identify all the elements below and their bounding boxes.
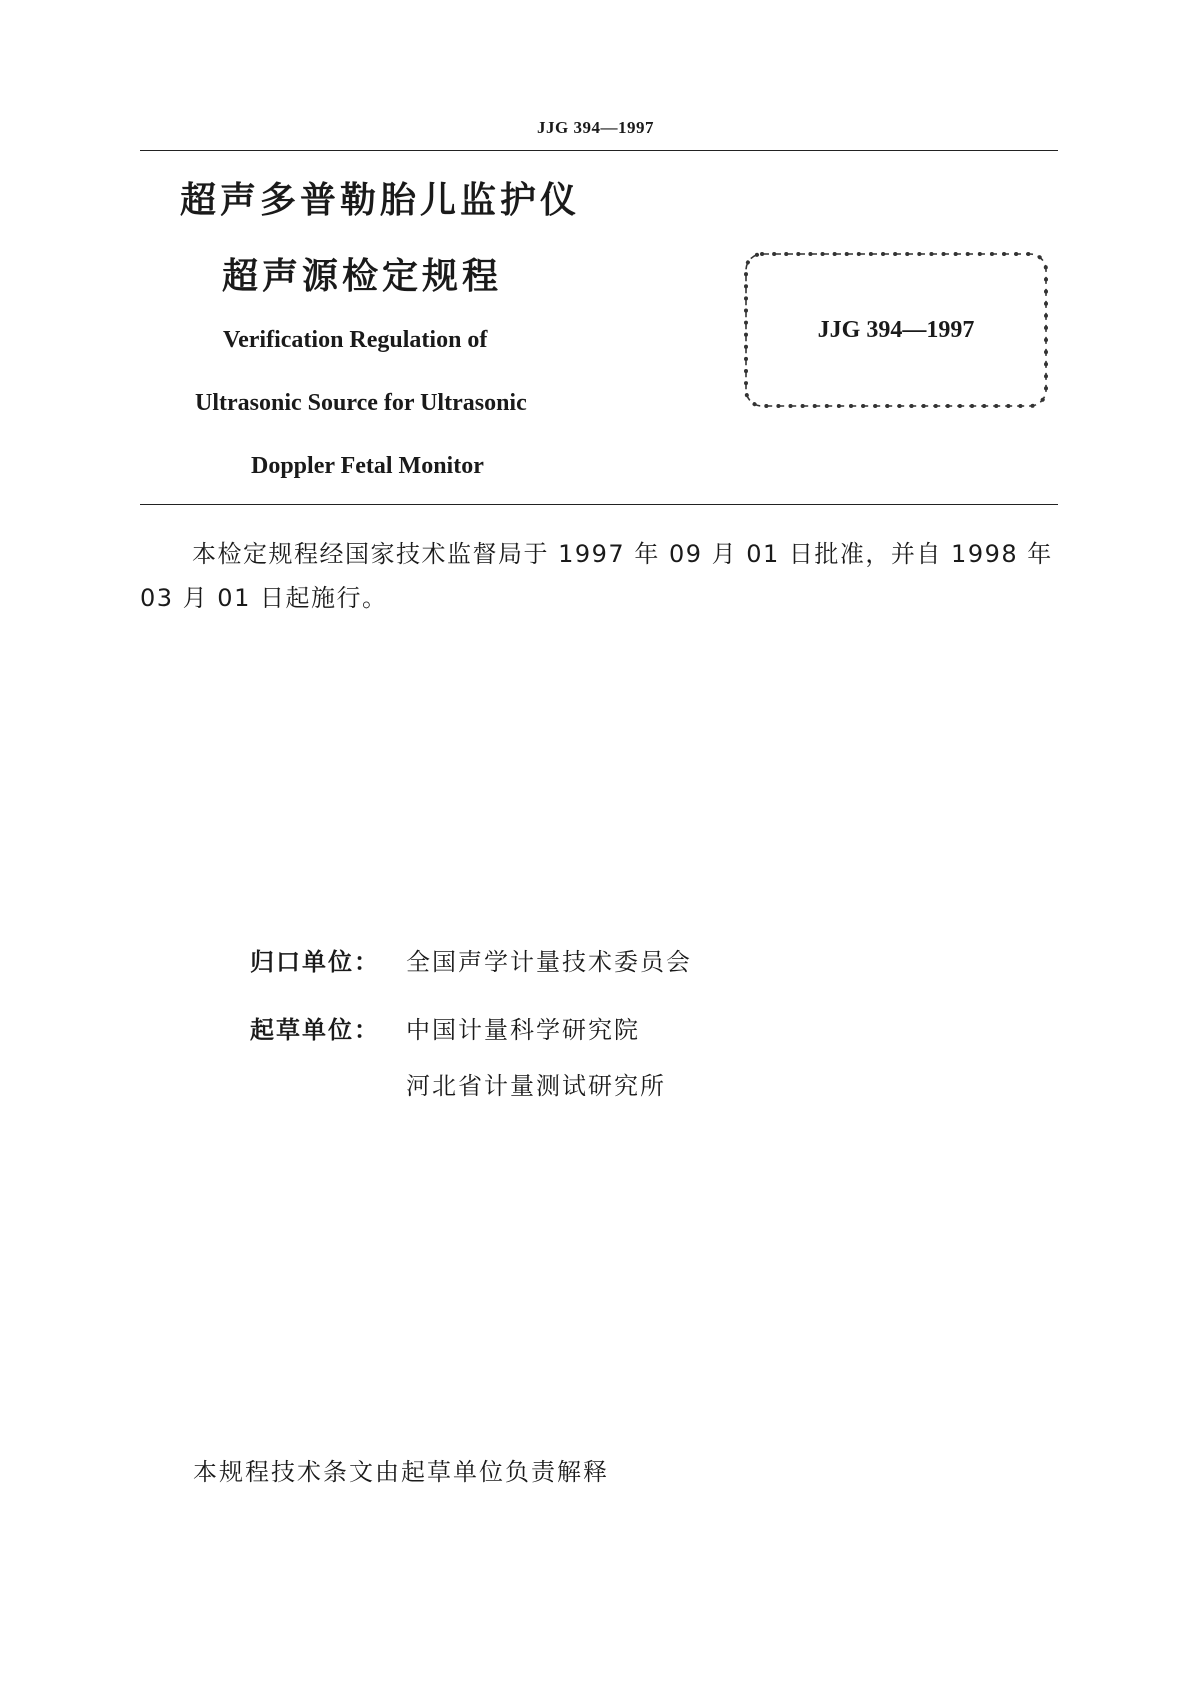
running-header-code: JJG 394—1997 [537, 118, 654, 137]
approval-statement: 本检定规程经国家技术监督局于 1997 年 09 月 01 日批准，并自 1998 年 03 月 01 日起施行。 [140, 540, 1053, 612]
title-english-line-1: Verification Regulation of [223, 327, 488, 353]
responsible-unit-value: 全国声学计量技术委员会 [406, 948, 692, 976]
drafting-unit-value: 河北省计量测试研究所 [406, 1072, 666, 1100]
header-rule [140, 150, 1058, 151]
regulation-code-box [743, 251, 1049, 409]
title-chinese-line-1: 超声多普勒胎儿监护仪 [180, 180, 581, 221]
interpretation-note: 本规程技术条文由起草单位负责解释 [193, 1458, 609, 1486]
title-english-line-2: Ultrasonic Source for Ultrasonic [195, 390, 527, 416]
regulation-code: JJG 394—1997 [817, 317, 975, 343]
drafting-unit-label: 起草单位： [250, 1016, 380, 1044]
title-chinese-line-2: 超声源检定规程 [222, 256, 503, 297]
title-block-rule [140, 504, 1058, 505]
drafting-unit-value: 中国计量科学研究院 [406, 1016, 640, 1044]
responsible-unit-label: 归口单位： [250, 948, 380, 976]
title-english-line-3: Doppler Fetal Monitor [251, 453, 484, 479]
